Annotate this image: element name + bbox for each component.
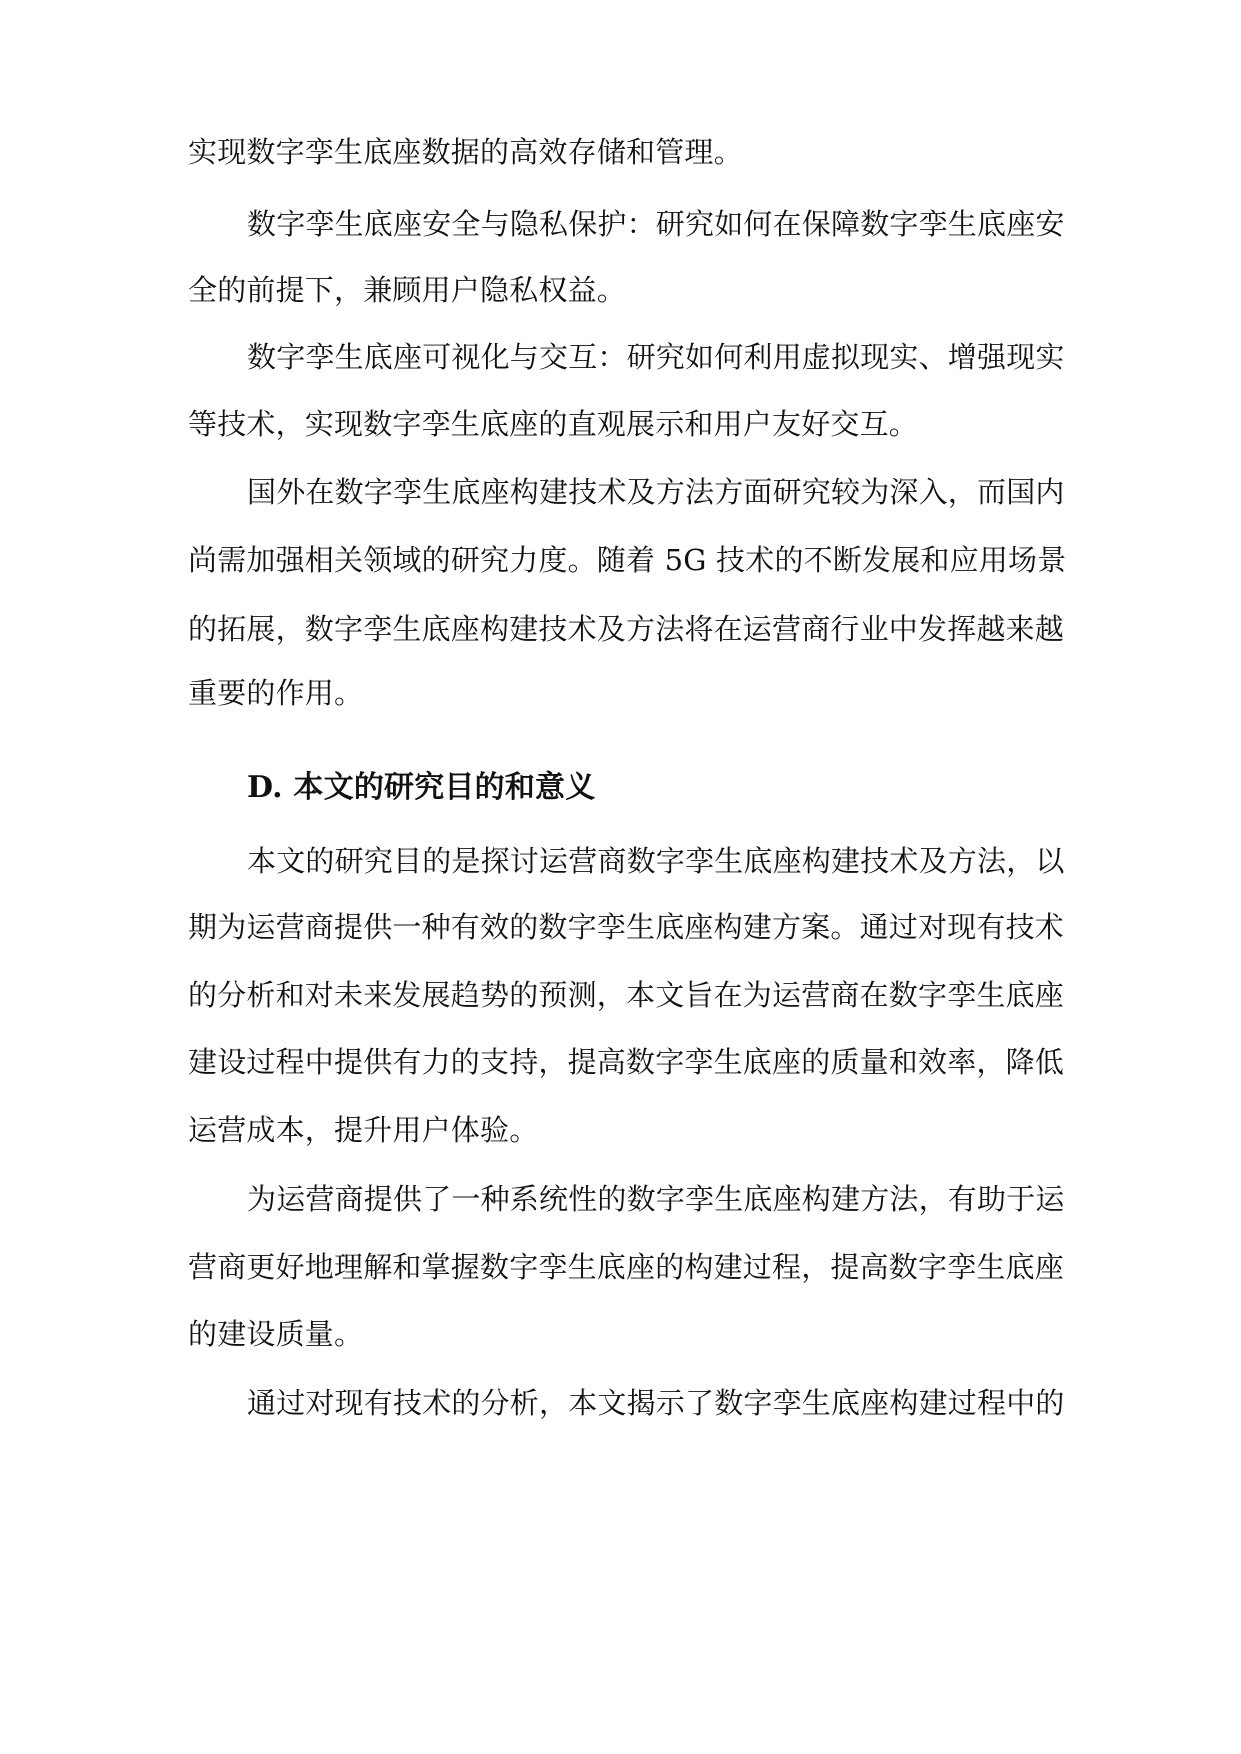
paragraph-line: 实现数字孪生底座数据的高效存储和管理。 xyxy=(188,135,743,169)
paragraph-line: 重要的作用。 xyxy=(188,676,364,710)
paragraph-line: 的分析和对未来发展趋势的预测，本文旨在为运营商在数字孪生底座 xyxy=(188,978,1065,1012)
paragraph-line: 尚需加强相关领域的研究力度。随着 5G 技术的不断发展和应用场景 xyxy=(188,543,1067,577)
paragraph-line: 建设过程中提供有力的支持，提高数字孪生底座的质量和效率，降低 xyxy=(188,1045,1065,1079)
paragraph-line: 通过对现有技术的分析，本文揭示了数字孪生底座构建过程中的 xyxy=(247,1386,1065,1420)
paragraph-line: 营商更好地理解和掌握数字孪生底座的构建过程，提高数字孪生底座 xyxy=(188,1250,1065,1284)
paragraph-line: 本文的研究目的是探讨运营商数字孪生底座构建技术及方法，以 xyxy=(247,844,1065,878)
paragraph-line: 的建设质量。 xyxy=(188,1317,364,1351)
paragraph-line: 全的前提下，兼顾用户隐私权益。 xyxy=(188,273,627,307)
paragraph-line: 期为运营商提供一种有效的数字孪生底座构建方案。通过对现有技术 xyxy=(188,910,1065,944)
paragraph-line: 运营成本，提升用户体验。 xyxy=(188,1113,539,1147)
paragraph-line: 为运营商提供了一种系统性的数字孪生底座构建方法，有助于运 xyxy=(247,1182,1065,1216)
paragraph-line: 数字孪生底座安全与隐私保护：研究如何在保障数字孪生底座安 xyxy=(247,207,1065,241)
paragraph-line: 等技术，实现数字孪生底座的直观展示和用户友好交互。 xyxy=(188,407,919,441)
section-heading: D. 本文的研究目的和意义 xyxy=(247,770,596,805)
paragraph-line: 的拓展，数字孪生底座构建技术及方法将在运营商行业中发挥越来越 xyxy=(188,612,1065,646)
paragraph-line: 数字孪生底座可视化与交互：研究如何利用虚拟现实、增强现实 xyxy=(247,340,1065,374)
paragraph-line: 国外在数字孪生底座构建技术及方法方面研究较为深入，而国内 xyxy=(247,475,1065,509)
